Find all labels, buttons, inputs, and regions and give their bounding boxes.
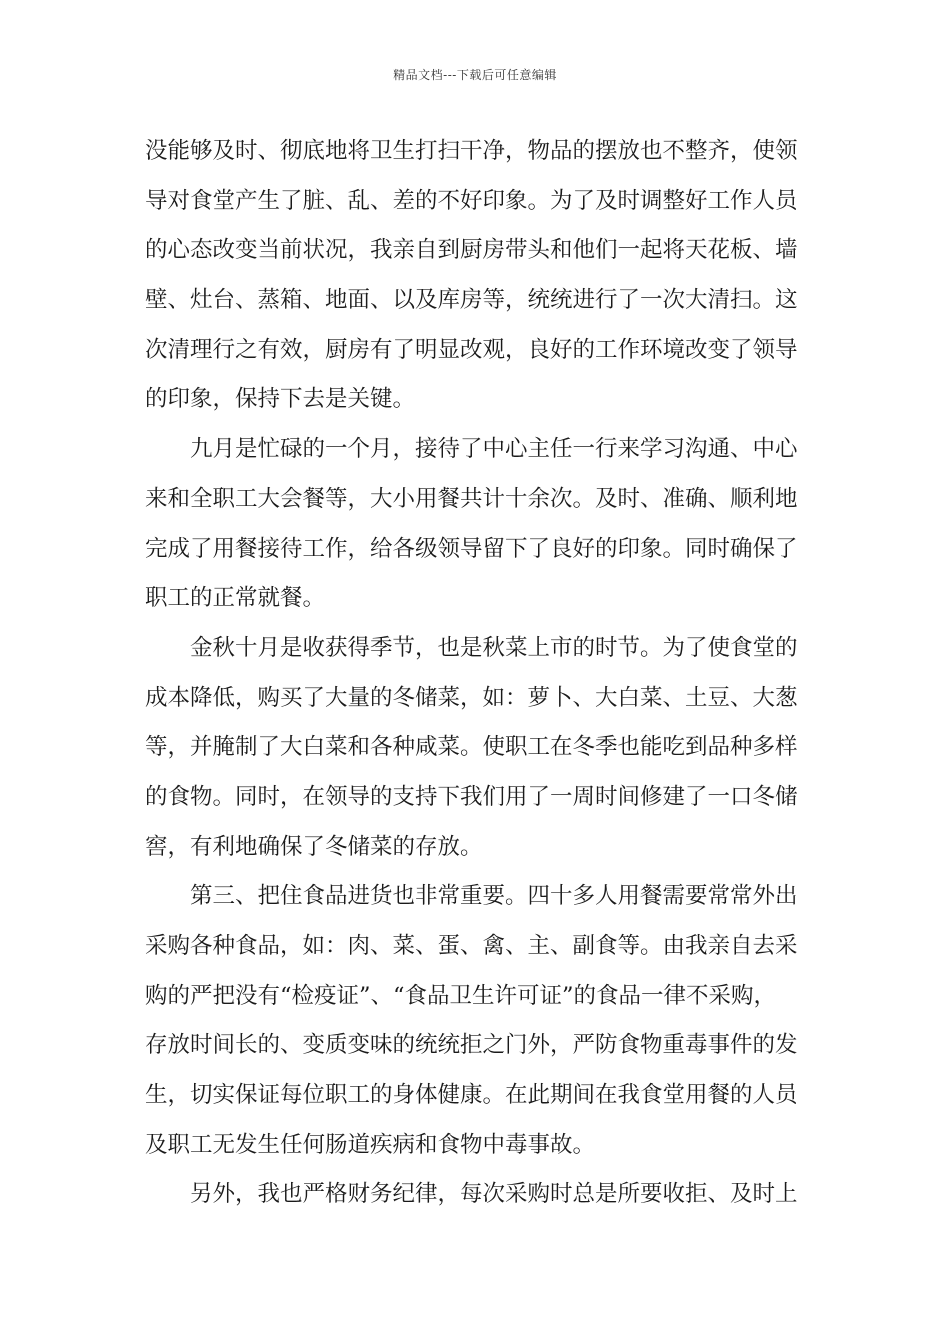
text-line: 成本降低，购买了大量的冬储菜，如：萝卜、大白菜、土豆、大葱	[145, 684, 798, 711]
text-line: 壁、灶台、蒸箱、地面、以及库房等，统统进行了一次大清扫。这	[145, 287, 798, 314]
text-line: 存放时间长的、变质变味的统统拒之门外，严防食物重毒事件的发	[145, 1032, 798, 1059]
paragraph-start-line: 另外，我也严格财务纪律，每次采购时总是所要收拒、及时上	[190, 1181, 798, 1208]
text-line: 生，切实保证每位职工的身体健康。在此期间在我食堂用餐的人员	[145, 1082, 798, 1109]
paragraph-start-line: 金秋十月是收获得季节，也是秋菜上市的时节。为了使食堂的	[190, 634, 798, 661]
text-line: 购的严把没有“检疫证”、“食品卫生许可证”的食品一律不采购，	[145, 982, 777, 1009]
text-line: 导对食堂产生了脏、乱、差的不好印象。为了及时调整好工作人员	[145, 187, 798, 214]
text-line: 次清理行之有效，厨房有了明显改观，良好的工作环境改变了领导	[145, 336, 798, 363]
text-line: 完成了用餐接待工作，给各级领导留下了良好的印象。同时确保了	[145, 535, 798, 562]
text-line: 没能够及时、彻底地将卫生打扫干净，物品的摆放也不整齐，使领	[145, 138, 798, 164]
text-line: 及职工无发生任何肠道疾病和食物中毒事故。	[145, 1131, 596, 1158]
text-line: 窖，有利地确保了冬储菜的存放。	[145, 833, 483, 860]
text-line: 职工的正常就餐。	[145, 585, 326, 612]
text-line: 的心态改变当前状况，我亲自到厨房带头和他们一起将天花板、墙	[145, 237, 798, 264]
text-line: 等，并腌制了大白菜和各种咸菜。使职工在冬季也能吃到品种多样	[145, 734, 798, 761]
text-line: 来和全职工大会餐等，大小用餐共计十余次。及时、准确、顺利地	[145, 485, 798, 512]
paragraph-start-line: 九月是忙碌的一个月，接待了中心主任一行来学习沟通、中心	[190, 436, 798, 463]
text-line: 的印象，保持下去是关键。	[145, 386, 416, 413]
document-body	[145, 127, 805, 1220]
page-header: 精品文档---下载后可任意编辑	[393, 68, 557, 82]
text-line: 采购各种食品，如：肉、菜、蛋、禽、主、副食等。由我亲自去采	[145, 933, 798, 959]
text-line: 的食物。同时，在领导的支持下我们用了一周时间修建了一口冬储	[145, 783, 798, 810]
paragraph-start-line: 第三、把住食品进货也非常重要。四十多人用餐需要常常外出	[190, 883, 798, 910]
